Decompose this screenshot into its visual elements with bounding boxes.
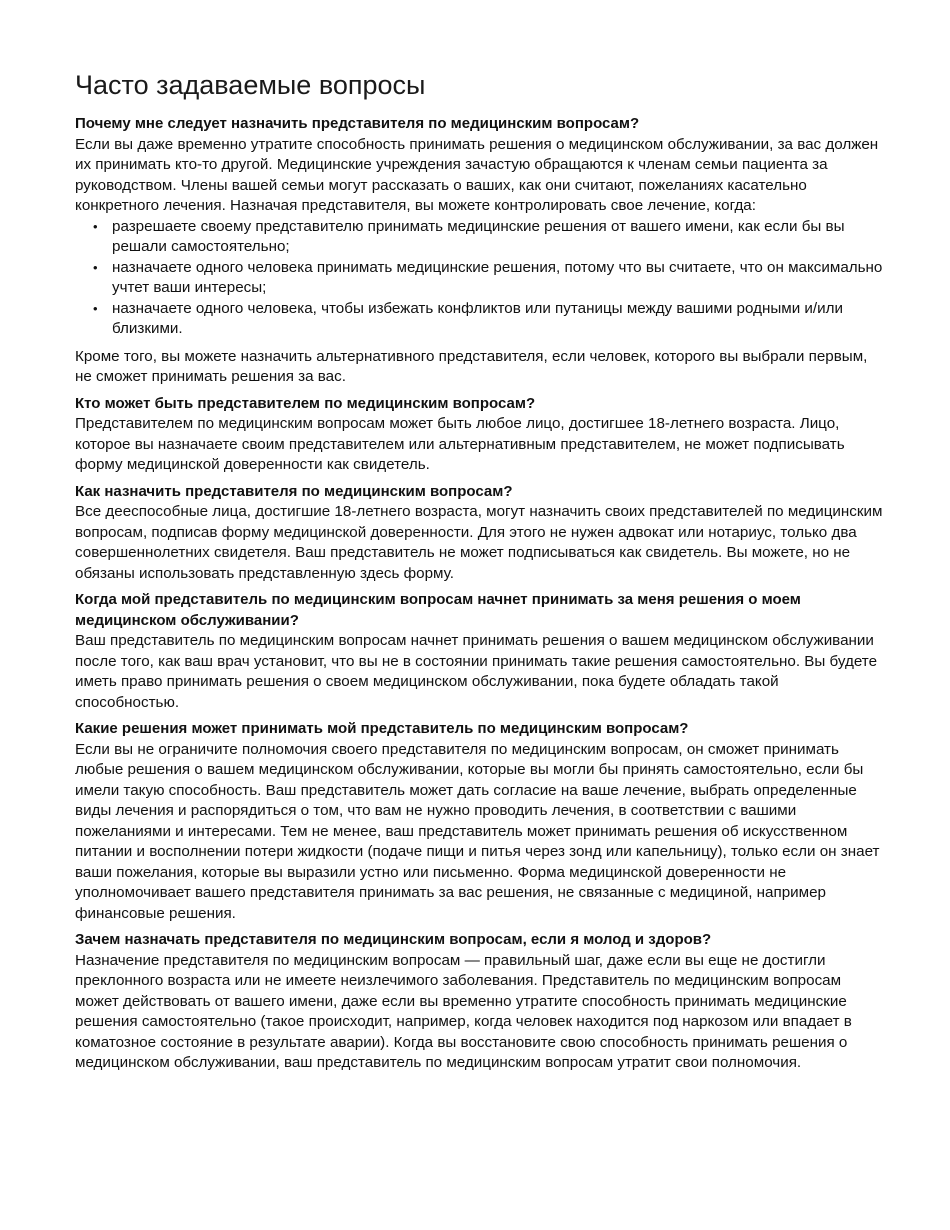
faq-section-how-to-appoint: [75, 482, 885, 585]
faq-section-when-starts: [75, 590, 885, 713]
faq-question: Как назначить представителя по медицинским вопросам?: [75, 482, 513, 500]
faq-question: Зачем назначать представителя по медицинским вопросам, если я молод и здоров?: [75, 931, 712, 948]
page-title: Часто задаваемые вопросы: [75, 70, 426, 100]
bullet-item: • назначаете одного человека принимать медицинские решения, потому что вы считаете, что он максимально учтет ваши интересы;: [112, 258, 885, 299]
faq-question: Почему мне следует назначить представителя по медицинским вопросам?: [75, 115, 640, 132]
bullet-item: • назначаете одного человека, чтобы избежать конфликтов или путаницы между вашими родными и/или близкими.: [112, 299, 885, 340]
faq-question: Кто может быть представителем по медицинским вопросам?: [75, 394, 536, 412]
faq-answer-paragraph: Если вы даже временно утратите способность принимать решения о медицинском обслуживании, за вас должен их принимать кто-то другой. Медицинские учреждения зачастую обращаются к членам семьи пациента за руководством. Члены вашей семьи могут рассказать о ваших, как они считают, пожеланиях касательно конкретного лечения. Назначая представителя, вы можете контролировать свое лечение, когда:: [75, 135, 879, 214]
faq-section-young-healthy: [75, 930, 885, 1074]
faq-answer-paragraph: Кроме того, вы можете назначить альтернативного представителя, если человек, которого вы выбрали первым, не сможет принимать решения за вас.: [75, 347, 868, 385]
document-page: [75, 68, 885, 1080]
faq-answer-paragraph: Назначение представителя по медицинским вопросам — правильный шаг, даже если вы еще не достигли преклонного возраста или не имеете неизлечимого заболевания. Представитель по медицинским вопросам может действовать от вашего имени, даже если вы временно утратите способность принимать медицинские решения самостоятельно (такое происходит, например, когда человек находится под наркозом или впадает в коматозное состояние в результате аварии). Когда вы восстановите свою способность принимать решения о медицинском обслуживании, ваш представитель по медицинским вопросам утратит свои полномочия.: [75, 951, 852, 1071]
bullet-list: [75, 217, 885, 340]
faq-section-what-decisions: [75, 719, 885, 924]
faq-answer-paragraph: Ваш представитель по медицинским вопросам начнет принимать решения о вашем медицинском обслуживании после того, как ваш врач установит, что вы не в состоянии принимать такие решения самостоятельно. Вы будете иметь право принимать решения о своем медицинском обслуживании, пока будете обладать такой способностью.: [75, 632, 878, 711]
faq-question: Какие решения может принимать мой представитель по медицинским вопросам?: [75, 720, 689, 737]
faq-answer-paragraph: Если вы не ограничите полномочия своего представителя по медицинским вопросам, он сможет принимать любые решения о вашем медицинском обслуживании, которые вы могли бы принять самостоятельно, если бы имели такую способность. Ваш представитель может дать согласие на ваше лечение, выбрать определенные виды лечения и распорядиться о том, что вам не нужно проводить лечения, в соответствии с вашими пожеланиями и интересами. Тем не менее, ваш представитель может принимать решения об искусственном питании и восполнении потери жидкости (подаче пищи и питья через зонд или капельницу), только если он знает ваши пожелания, которые вы выразили устно или письменно. Форма медицинской доверенности не уполномочивает вашего представителя принимать за вас решения, не связанные с медициной, например финансовые решения.: [75, 740, 880, 922]
faq-question: Когда мой представитель по медицинским вопросам начнет принимать за меня решения о моем медицинском обслуживании?: [75, 591, 801, 629]
faq-answer-paragraph: Все дееспособные лица, достигшие 18-летнего возраста, могут назначить своих представителей по медицинским вопросам, подписав форму медицинской доверенности. Для этого не нужен адвокат или нотариус, только два совершеннолетних свидетеля. Ваш представитель не может подписываться как свидетель. Вы можете, но не обязаны использовать представленную здесь форму.: [75, 503, 883, 582]
bullet-item: • разрешаете своему представителю принимать медицинские решения от вашего имени, как если бы вы решали самостоятельно;: [112, 217, 885, 258]
faq-answer-paragraph: Представителем по медицинским вопросам может быть любое лицо, достигшее 18-летнего возраста. Лицо, которое вы назначаете своим представителем или альтернативным представителем, не может подписывать форму медицинской доверенности как свидетель.: [75, 415, 845, 473]
faq-section-why-appoint: [75, 114, 885, 388]
faq-section-who-can-be: [75, 394, 885, 476]
